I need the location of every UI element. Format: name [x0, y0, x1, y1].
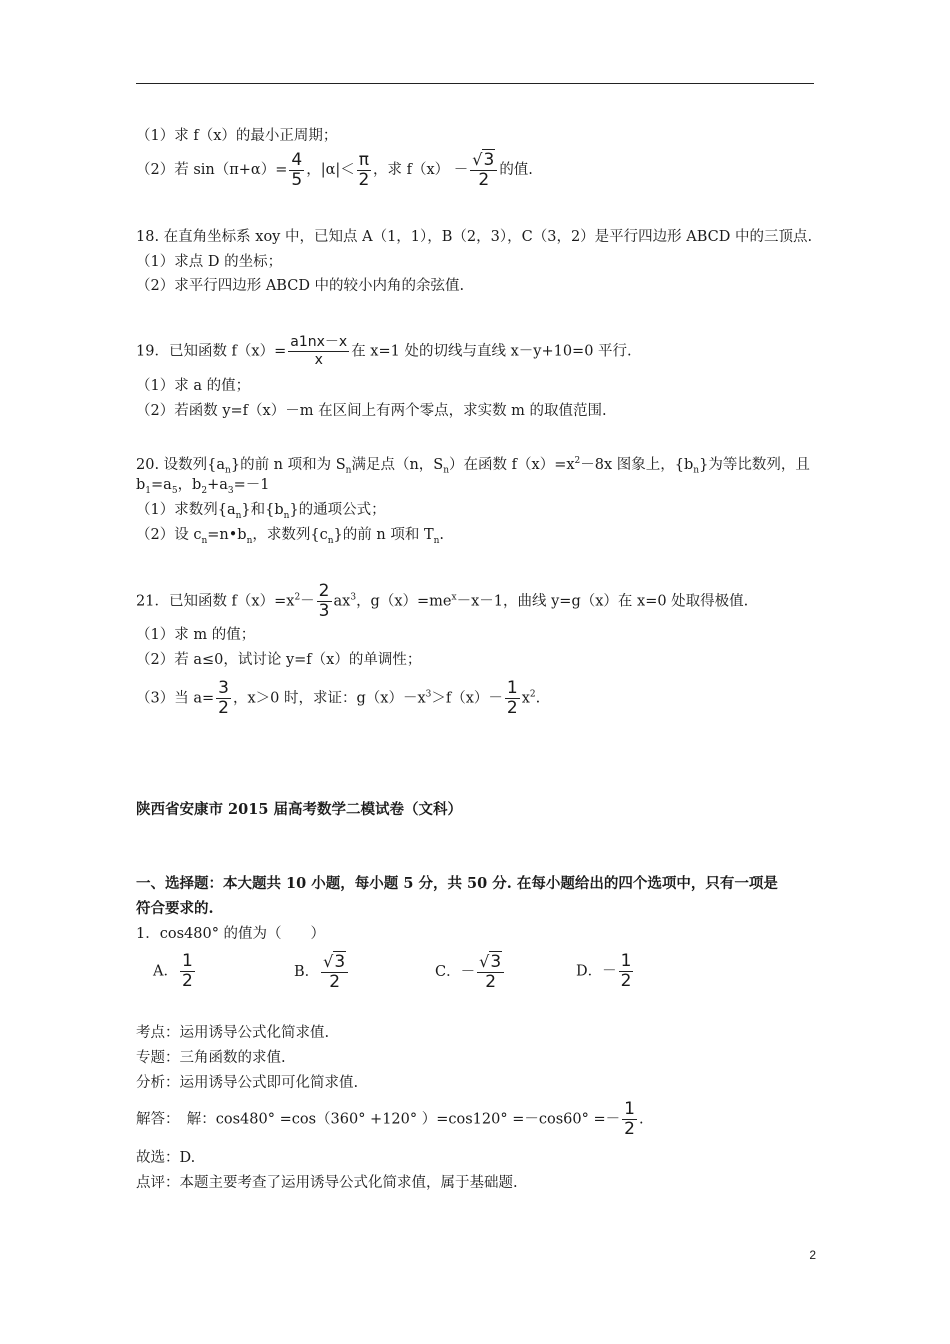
q19-stem-text-a: 19．已知函数 f（x）=	[136, 343, 287, 360]
fraction: $\frac{a1nx-x}{x}$	[290, 334, 348, 368]
fraction: $\frac{√3}{2}$	[321, 952, 348, 992]
fraction: $\frac{√3}{2}$	[470, 150, 497, 190]
sqrt-symbol: √3	[479, 952, 502, 972]
fraction: $\frac{3}{2}$	[218, 678, 229, 718]
q20-part1: （1）求数列$\{a_n\}$和$\{b_n\}$的通项公式；	[136, 502, 386, 521]
q21-part3: （3）当 a= $\frac{3}{2}$ ，x＞0 时，求证：$g(x)-x^3>f(x)-$ $\frac{1}{2}$ $x^2$.	[136, 678, 541, 718]
header-rule	[136, 83, 814, 84]
q17-part2-text-d: 的值.	[499, 162, 533, 178]
page-number: 2	[809, 1248, 816, 1262]
q1-stem: 1．cos480° 的值为（ ）	[136, 926, 326, 942]
solution-fenxi: 分析：运用诱导公式即可化简求值.	[136, 1075, 359, 1091]
solution-dianping: 点评：本题主要考查了运用诱导公式化简求值，属于基础题.	[136, 1175, 518, 1191]
fraction: $\frac{4}{5}$	[291, 149, 303, 190]
solution-jieda: 解答： 解：cos480° =cos（360° +120° ）=cos120° =－cos60° =－ $\frac{1}{2}$ .	[136, 1099, 644, 1139]
q17-part2	[136, 150, 533, 190]
section-heading-line1: 一、选择题：本大题共 10 小题，每小题 5 分，共 50 分. 在每小题给出的四个选项中，只有一项是	[136, 875, 778, 892]
fraction: $\frac{1}{2}$	[506, 678, 518, 718]
q21-part2: （2）若 a≤0，试讨论 y=f（x）的单调性；	[136, 652, 422, 668]
exam-title: 陕西省安康市 2015 届高考数学二模试卷（文科）	[136, 801, 462, 818]
q19-stem-text-b: 在 x=1 处的切线与直线 x－y+10=0 平行.	[351, 343, 632, 360]
q1-option-c: C．－ $\frac{√3}{2}$	[435, 952, 506, 992]
q17-part2-text-c: ，求 f（x） －	[373, 162, 469, 178]
solution-zhuanti: 专题：三角函数的求值.	[136, 1050, 286, 1066]
q18-part1: （1）求点 D 的坐标；	[136, 254, 283, 270]
q18-stem: 18. 在直角坐标系 xoy 中，已知点 A（1，1），B（2，3），C（3，2）是平行四边形 ABCD 中的三顶点.	[136, 229, 813, 245]
q17-part2-text-b: ，|α|＜	[306, 162, 355, 178]
q1-option-d: D．－ $\frac{1}{2}$	[576, 951, 632, 991]
q21-part1: （1）求 m 的值；	[136, 627, 256, 643]
q1-option-b: B． $\frac{√3}{2}$	[294, 952, 350, 992]
q17-part2-text-a: （2）若 sin（π+α）=	[136, 162, 288, 178]
q1-option-a: A． $\frac{1}{2}$	[153, 951, 193, 991]
q20-stem-line2: $b_1=a_5$，$b_2+a_3=-1$	[136, 477, 270, 496]
fraction: $\frac{2}{3}$	[318, 581, 330, 621]
solution-guxuan: 故选：D.	[136, 1150, 196, 1166]
q19-part1: （1）求 a 的值；	[136, 378, 251, 394]
q19-stem	[136, 334, 632, 369]
fraction: $\frac{1}{2}$	[624, 1099, 635, 1139]
fraction: $\frac{√3}{2}$	[477, 952, 504, 992]
sqrt-symbol: √3	[472, 150, 495, 170]
q21-stem: 21．已知函数 $f(x)=x^2-$ $\frac{2}{3}$ $ax^3$，$g(x)=me^x-x-1$，曲线 y=g（x）在 x=0 处取得极值.	[136, 581, 749, 621]
section-heading-line2: 符合要求的.	[136, 900, 214, 917]
solution-kaodian: 考点：运用诱导公式化简求值.	[136, 1025, 330, 1041]
fraction: $\frac{1}{2}$	[181, 951, 193, 991]
fraction: $\frac{1}{2}$	[620, 951, 632, 991]
q20-stem-line1: 20. 设数列$\{a_n\}$的前 n 项和为 $S_n$满足点（n，$S_n$）在函数 $f(x)=x^2-8x$ 图象上，$\{b_n\}$为等比数列，且	[136, 456, 810, 476]
q19-part2: （2）若函数 y=f（x）－m 在区间上有两个零点，求实数 m 的取值范围.	[136, 403, 607, 419]
sqrt-symbol: √3	[323, 952, 346, 972]
q17-part1: （1）求 f（x）的最小正周期；	[136, 128, 338, 144]
fraction: $\frac{\pi}{2}$	[358, 149, 370, 190]
q18-part2: （2）求平行四边形 ABCD 中的较小内角的余弦值.	[136, 278, 465, 294]
q20-part2: （2）设 $c_n=n•b_n$，求数列$\{c_n\}$的前 n 项和 $T_n$.	[136, 527, 445, 546]
